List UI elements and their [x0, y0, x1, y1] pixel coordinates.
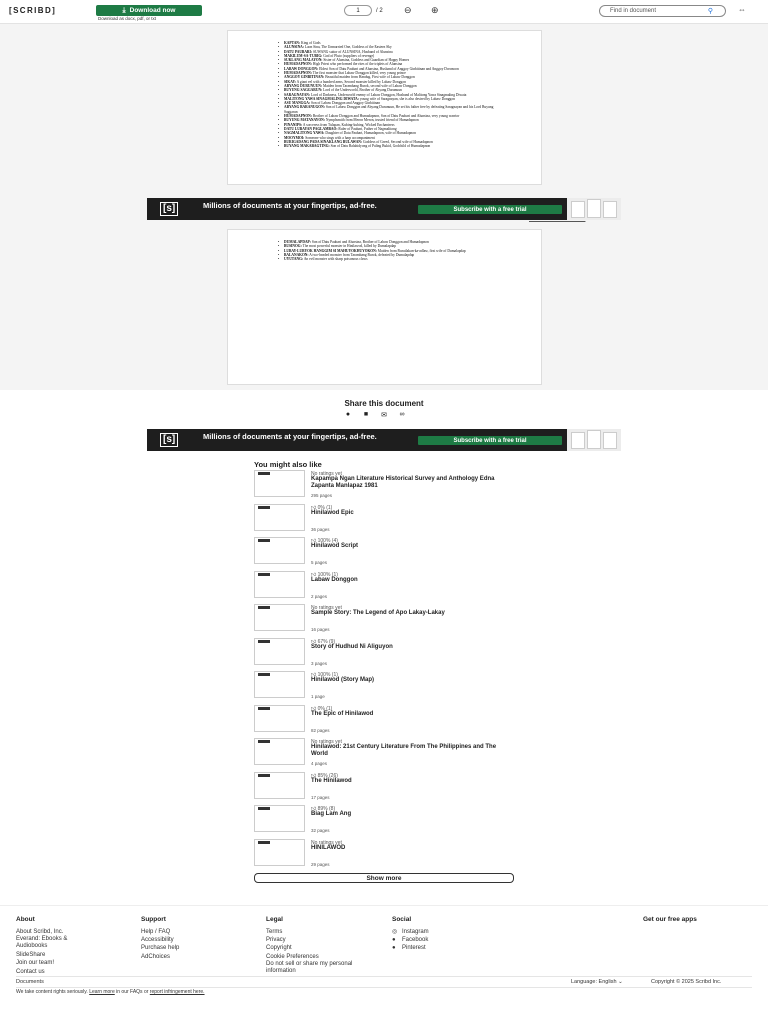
documents-link[interactable]: Documents [16, 979, 44, 985]
copyright: Copyright © 2025 Scribd Inc. [651, 979, 722, 985]
rating: 👍︎ 0% (1) [311, 705, 333, 712]
search-placeholder: Find in document [610, 8, 657, 14]
footer-heading-support: Support [141, 916, 166, 923]
footer-link[interactable]: Accessibility [141, 937, 174, 944]
facebook-icon[interactable]: ● [345, 411, 351, 418]
character-entry: • KAPTAN: King of Gods [278, 41, 498, 45]
recommendation-item[interactable] [254, 537, 514, 571]
character-entry: • LABAW DONGGON: Eldest Son of Datu Paubari and Alunsina, Husband of Anggoy Ginbitinan and Anggoy Doronoon [278, 67, 498, 71]
rating: 👍︎ 89% (8) [311, 806, 336, 812]
page-count: 295 pages [311, 493, 333, 498]
download-label: Download now [129, 7, 176, 14]
character-entry: • SIKAY: A giant eel with a hundred arms, Second monster killed by Labaw Donggon [278, 80, 498, 84]
recommendation-list [254, 470, 514, 872]
fullscreen-icon[interactable]: ⇔ [738, 5, 746, 14]
recommendation-title[interactable]: Hinilawod Epic [311, 509, 354, 516]
footer-social-pinterest[interactable]: ● Pinterest [392, 945, 426, 952]
page-count: 29 pages [311, 861, 330, 867]
recommendation-title[interactable]: The Epic of Hinilawod [311, 710, 374, 717]
footer-divider [16, 976, 752, 977]
character-entry: • SARAGNAYAN: Lord of Darkness, Underworld enemy of Labaw Donggon, Husband of Malitong Yawa Sinagmaling Diwata [278, 93, 498, 97]
character-entry: • DATU PAUBARI: SUWANG suitor of ALUNSINA, Husband of Alunsina [278, 50, 498, 54]
recommendation-item[interactable] [254, 772, 514, 806]
thumbs-up-icon: 👍︎ [311, 504, 318, 511]
character-entry: • ALUNSINA: Laon Sina, The Unmarried One, Goddess of the Eastern Sky [278, 45, 498, 49]
character-entry: • PINANIPS: A sorceress from Tulapan, Kubing-kubing, Wicked Enchantress [278, 123, 498, 127]
ad-banner-2[interactable] [147, 429, 621, 451]
recommendation-title[interactable]: Hinilawod (Story Map) [311, 677, 374, 683]
page-count: 82 pages [311, 727, 330, 733]
thumbs-up-icon: 👍︎ [311, 638, 318, 645]
doc-type-tag [258, 506, 270, 509]
character-entry: • BURIGADANG PADA SINAKLANG BULAWAN: Goddess of Greed, Second wife of Humadapnon [278, 140, 498, 144]
rating: 👍︎ 100% (4) [311, 538, 338, 544]
download-now-button[interactable] [96, 5, 202, 16]
ad-banner[interactable] [147, 198, 621, 220]
linkedin-icon[interactable]: ■ [363, 411, 369, 418]
doc-type-tag [258, 807, 270, 810]
doc-type-tag [258, 740, 270, 743]
thumbs-up-icon: 👍︎ [311, 672, 318, 678]
character-entry: • SUKLANG MALAYON: Sister of Alunsina, Goddess and Guardian of Happy Homes [278, 58, 498, 62]
zoom-out-icon[interactable]: ⊖ [404, 5, 412, 15]
footer-link[interactable]: Contact us [16, 968, 45, 975]
thumbs-up-icon: 👍︎ [311, 772, 318, 779]
character-entry: • BUSINOG: The most powerful monster in Hinilawod, killed by Dumalapdap [278, 244, 498, 248]
recommendation-title[interactable]: HINILAWOD [311, 844, 346, 851]
document-thumbnail[interactable] [254, 705, 305, 732]
character-entry: • HUMADAPNON: Brother of Labaw Donggon and Humadapnon, Son of Datu Paubari and Alunsina, very young warrior [278, 114, 498, 118]
recommendation-item[interactable] [254, 805, 514, 839]
ad-headline: Millions of documents at your fingertips, ad-free. [203, 432, 377, 441]
doc-type-tag [258, 539, 270, 542]
recommendation-item[interactable] [254, 504, 514, 538]
document-thumbnail[interactable] [254, 537, 305, 564]
document-page-2 [227, 229, 542, 385]
footer-link[interactable]: Privacy [266, 937, 286, 944]
facebook-icon: ● [392, 937, 396, 944]
rating: 👍︎ 0% (1) [311, 504, 333, 511]
footer-link[interactable]: Do not sell or share my personal information [266, 960, 353, 974]
doc-type-tag [258, 606, 270, 609]
recommendation-title[interactable]: Sample Story: The Legend of Apo Lakay-Lakay [311, 610, 445, 616]
footer-divider [16, 987, 752, 988]
rating: 👍︎ 85% (26) [311, 772, 338, 779]
document-thumbnail[interactable] [254, 738, 305, 765]
recommendation-item[interactable] [254, 604, 514, 638]
document-thumbnail[interactable] [254, 504, 305, 531]
footer-link[interactable]: Join our team! [16, 960, 55, 967]
character-entry: • MAKILUM-SA-TUBIG: God of Pluto (suppliers of revenge) [278, 54, 498, 58]
content-rights-note: We take content rights seriously. Learn more in our FAQs or report infringement here. [16, 989, 205, 995]
footer-link[interactable]: About Scribd, Inc. [16, 929, 64, 935]
link-icon[interactable]: ∞ [399, 411, 405, 418]
footer-heading-legal: Legal [266, 916, 283, 923]
recommendation-title[interactable]: The Hinilawod [311, 777, 352, 784]
page-count: 3 pages [311, 660, 328, 666]
character-entry: • HUMADAPNON: The first monster that Labaw Donggon killed, very young prince [278, 71, 498, 75]
footer-link[interactable]: Terms [266, 929, 283, 935]
recommendation-item[interactable] [254, 705, 514, 739]
character-entry: • NAGMALITONG YAWA: Daughter of Datu Paubari, Humadapnon, wife of Humadapnon [278, 131, 498, 135]
doc-type-tag [258, 472, 270, 475]
email-icon[interactable]: ✉ [381, 411, 387, 419]
thumbs-up-icon: 👍︎ [311, 571, 318, 578]
thumbs-up-icon: 👍︎ [311, 806, 318, 812]
footer-heading-social: Social [392, 916, 412, 923]
character-entry: • ASU MANGGA: Son of Labaw Donggon and Anggoy Ginbitinan [278, 101, 498, 105]
character-entry: • DUMALAPDAP: Son of Datu Paubari and Alunsina, Brother of Labaw Donggon and Humadapnon [278, 240, 498, 244]
scribd-logo[interactable]: [SCRIBD] [9, 6, 57, 15]
page-count: 32 pages [311, 828, 330, 833]
language-selector[interactable]: Language: English ⌄ [571, 979, 623, 985]
footer-link[interactable]: AdChoices [141, 953, 171, 960]
doc-type-tag [258, 573, 270, 576]
doc-type-tag [258, 640, 270, 643]
rating: No ratings yet [311, 471, 342, 477]
doc-type-tag [258, 707, 270, 710]
recommendation-title[interactable]: Story of Hudhud Ni Aliguyon [311, 643, 393, 650]
ad-document-thumbnails [567, 429, 621, 451]
scribd-s-logo: [s] [160, 433, 178, 447]
subscribe-free-trial-button[interactable]: Subscribe with a free trial [418, 436, 562, 445]
page-count: 4 pages [311, 761, 328, 766]
subscribe-free-trial-button[interactable]: Subscribe with a free trial [418, 205, 562, 214]
ad-headline: Millions of documents at your fingertips, ad-free. [203, 201, 377, 210]
footer-link[interactable]: Copyright [266, 945, 292, 952]
recommendation-item[interactable] [254, 671, 514, 705]
share-icons [342, 410, 408, 419]
document-thumbnail[interactable] [254, 604, 305, 631]
character-entry: • ABYANG DURUNUUN: Maiden from Tarambang Burok, second wife of Labaw Donggon [278, 84, 498, 88]
chevron-down-icon: ⌄ [618, 979, 623, 985]
page-total: / 2 [376, 7, 383, 14]
character-entry: • ANGGOY GINBITINAN: Beautiful maiden from Handug, First wife of Labaw Donggon [278, 75, 498, 79]
character-entry: • BUYUNG MATANAYON: Nymphsmith from Meron Meron, trusted friend of Humadapnon [278, 118, 498, 122]
footer-legal [266, 916, 366, 975]
get-free-apps-heading: Get our free apps [643, 916, 697, 923]
footer-heading-about: About [16, 916, 35, 923]
character-entry: • DATU LUBAYAN PAGLAMBAO: Ruler of Paubari, Father of Nagmalitong [278, 127, 498, 131]
page-count: 1 page [311, 694, 325, 699]
rating: 👍︎ 100% (1) [311, 571, 338, 578]
character-list [228, 31, 498, 148]
recommendation-title[interactable]: Kapampa Ngan Literature Historical Survey and Anthology Edna Zapanta Manlapaz 1981 [311, 476, 495, 489]
report-infringement-link[interactable]: report infringement here. [149, 989, 205, 995]
ad-document-thumbnails [567, 198, 621, 220]
character-entry: • BUYUNG SAGGARUN: Lord of the Underworld, Brother of Abyang Durunuun [278, 88, 498, 92]
learn-more-link[interactable]: Learn more [89, 989, 115, 995]
document-page-1 [227, 30, 542, 185]
footer-link[interactable]: Help / FAQ [141, 929, 171, 935]
rating: No ratings yet [311, 605, 342, 611]
document-thumbnail[interactable] [254, 839, 305, 866]
pinterest-icon: ● [392, 945, 396, 952]
character-entry: • MOOYMOI: Someone who sings with a harp accompaniment [278, 136, 498, 140]
page-count: 2 pages [311, 593, 328, 599]
character-entry: • HUMADAPNON: High Priest who performed the rites of the triplets of Alunsina [278, 62, 498, 66]
footer-link[interactable]: Purchase help [141, 945, 180, 952]
character-entry: • LUBAY-LUBYOK HANGGIM SI MAHUYOKHUYOKON: Maiden from Burutlakan-ka-adlaw, first wife of Dumalapdap [278, 249, 498, 253]
you-might-also-like-heading: You might also like [254, 460, 322, 469]
recommendation-title[interactable]: Biag Lam Ang [311, 811, 352, 817]
footer [0, 905, 768, 1024]
character-entry: • BUYANG MAKABAGTING: Son of Datu Balahidyong of Paling Bukid, Godchild of Humadapnon [278, 144, 498, 148]
footer-social [392, 916, 429, 953]
document-thumbnail[interactable] [254, 671, 305, 698]
show-more-button[interactable]: Show more [254, 873, 514, 883]
footer-support [141, 916, 179, 961]
recommendation-title[interactable]: Hinilawod Script [311, 543, 359, 549]
recommendation-title[interactable]: Labaw Donggon [311, 576, 358, 583]
zoom-in-icon[interactable]: ⊕ [431, 5, 439, 15]
thumbs-up-icon: 👍︎ [311, 538, 318, 544]
footer-about [16, 916, 96, 976]
doc-type-tag [258, 841, 270, 844]
footer-social-facebook[interactable]: ● Facebook [392, 937, 429, 944]
search-icon[interactable]: ⚲ [707, 8, 713, 15]
footer-link[interactable]: SlideShare [16, 952, 46, 959]
page-count: 5 pages [311, 560, 328, 565]
top-bar [0, 0, 768, 24]
character-entry: • UYUTANG: An evil monster with sharp poisonous claws [278, 257, 498, 261]
footer-social-instagram[interactable]: ◎ Instagram [392, 929, 429, 935]
document-viewer[interactable] [0, 24, 768, 390]
download-icon: ⤓ [122, 6, 126, 14]
recommendation-item[interactable] [254, 638, 514, 672]
page-count: 17 pages [311, 794, 330, 800]
character-entry: • MALITONG YAWA SINAGMALING DIWATA: young wife of Saragnayan, she is also desired by Labaw Donggon [278, 97, 498, 101]
rating: 👍︎ 67% (9) [311, 638, 336, 645]
document-thumbnail[interactable] [254, 571, 305, 598]
document-thumbnail[interactable] [254, 470, 305, 497]
recommendation-item[interactable] [254, 571, 514, 605]
instagram-icon: ◎ [392, 929, 398, 935]
page-count: 36 pages [311, 526, 330, 532]
recommendation-item[interactable] [254, 470, 514, 504]
recommendation-item[interactable] [254, 738, 514, 772]
doc-type-tag [258, 774, 270, 777]
recommendation-title[interactable]: Hinilawod: 21st Century Literature From The Philippines and The World [311, 744, 497, 757]
rating: No ratings yet [311, 739, 342, 745]
document-thumbnail[interactable] [254, 805, 305, 832]
thumbs-up-icon: 👍︎ [311, 705, 318, 712]
recommendation-item[interactable] [254, 839, 514, 873]
character-list-continued [228, 230, 498, 261]
rating: No ratings yet [311, 839, 342, 846]
document-thumbnail[interactable] [254, 638, 305, 665]
scribd-s-logo: [s] [160, 202, 178, 216]
rating: 👍︎ 100% (1) [311, 672, 338, 678]
footer-link[interactable]: Cookie Preferences [266, 953, 319, 960]
document-thumbnail[interactable] [254, 772, 305, 799]
character-entry: • ABYANG BARANUGON: Son of Labaw Donggon and Abyang Durunuun, He set his father free by defeating Saragnayan and his Lord Buyung Saggarun [278, 105, 498, 114]
character-entry: • BALANAKON: A two-headed monster from Tarambang Burok, defeated by Dumalapdap [278, 253, 498, 257]
footer-link[interactable]: Everand: Ebooks & Audiobooks [16, 936, 68, 950]
page-number-input[interactable]: 1 [344, 5, 372, 16]
page-count: 16 pages [311, 627, 330, 632]
share-title: Share this document [344, 399, 424, 408]
doc-type-tag [258, 673, 270, 676]
download-subtext: Download as docx, pdf, or txt [98, 16, 157, 21]
page-navigator [344, 5, 383, 16]
find-in-document-input[interactable] [599, 5, 726, 17]
